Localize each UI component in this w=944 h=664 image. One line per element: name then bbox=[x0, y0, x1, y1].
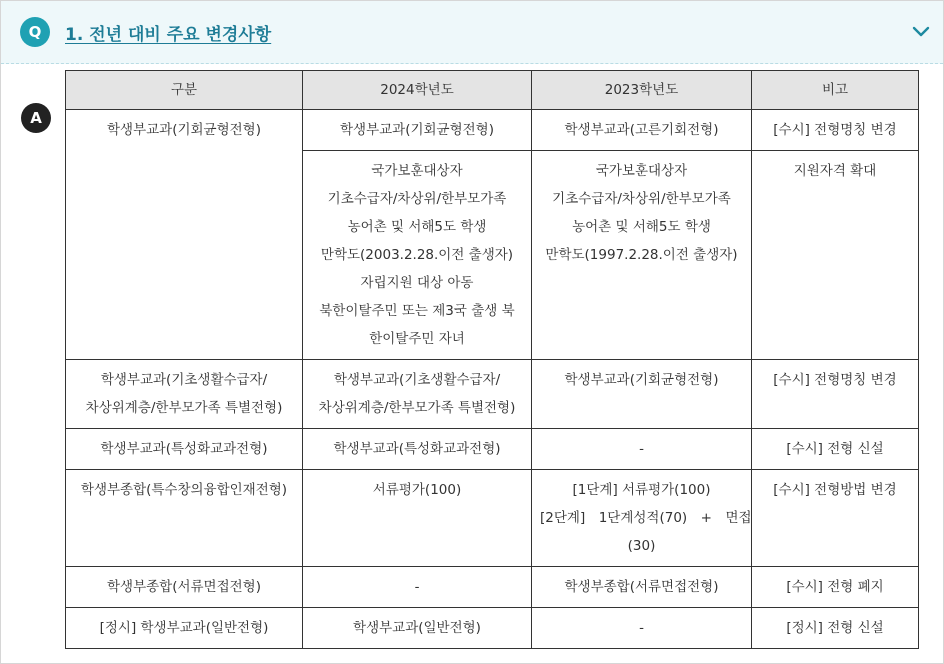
cell-note bbox=[752, 429, 919, 470]
cell-2023 bbox=[532, 567, 752, 608]
cell-line: 농어촌 및 서해5도 학생 bbox=[572, 219, 711, 235]
cell-note bbox=[752, 470, 919, 567]
cell-line: 기초수급자/차상위/한부모가족 bbox=[552, 191, 731, 207]
question-title[interactable]: 1. 전년 대비 주요 변경사항 bbox=[65, 25, 272, 45]
chevron-down-icon[interactable] bbox=[908, 21, 934, 43]
cell-line: [수시] 전형명칭 변경 bbox=[773, 372, 897, 388]
header-note: 비고 bbox=[752, 71, 919, 110]
cell-line: 차상위계층/한부모가족 특별전형) bbox=[85, 400, 283, 416]
cell-line: 학생부교과(기초생활수급자/ bbox=[100, 372, 268, 388]
table-row bbox=[66, 567, 919, 608]
cell-line: [정시] 전형 신설 bbox=[786, 620, 884, 636]
cell-category bbox=[66, 360, 303, 429]
cell-line: [수시] 전형명칭 변경 bbox=[773, 122, 897, 138]
cell-line: 만학도(1997.2.28.이전 출생자) bbox=[545, 247, 738, 263]
question-badge: Q bbox=[20, 17, 50, 47]
cell-note bbox=[752, 608, 919, 649]
cell-line: 국가보훈대상자 bbox=[595, 163, 688, 179]
cell-line: 학생부교과(기회균형전형) bbox=[340, 122, 494, 138]
cell-note bbox=[752, 567, 919, 608]
cell-note bbox=[752, 151, 919, 360]
cell-line: 만학도(2003.2.28.이전 출생자) bbox=[320, 247, 514, 263]
cell-2023 bbox=[532, 360, 752, 429]
cell-category bbox=[66, 110, 303, 360]
cell-line: [수시] 전형 폐지 bbox=[786, 579, 884, 595]
header-category: 구분 bbox=[66, 71, 303, 110]
table-header-row bbox=[66, 71, 919, 110]
cell-2024 bbox=[303, 608, 532, 649]
cell-line: (30) bbox=[627, 538, 656, 554]
cell-line: 학생부교과(기회균형전형) bbox=[564, 372, 719, 388]
cell-line: 차상위계층/한부모가족 특별전형) bbox=[318, 400, 516, 416]
table-row bbox=[66, 360, 919, 429]
cell-category bbox=[66, 429, 303, 470]
cell-line: 학생부종합(특수창의융합인재전형) bbox=[80, 482, 288, 498]
cell-line: 학생부교과(기초생활수급자/ bbox=[333, 372, 501, 388]
cell-2024 bbox=[303, 567, 532, 608]
cell-line: [수시] 전형 신설 bbox=[786, 441, 884, 457]
cell-category bbox=[66, 470, 303, 567]
header-2024: 2024학년도 bbox=[303, 71, 532, 110]
cell-2024 bbox=[303, 110, 532, 151]
cell-2023 bbox=[532, 110, 752, 151]
cell-line: 학생부교과(특성화교과전형) bbox=[333, 441, 501, 457]
cell-line: 학생부교과(특성화교과전형) bbox=[100, 441, 268, 457]
cell-line: 서류평가(100) bbox=[372, 482, 462, 498]
cell-2023 bbox=[532, 608, 752, 649]
header-2023: 2023학년도 bbox=[532, 71, 752, 110]
cell-line: [1단계] 서류평가(100) bbox=[572, 482, 711, 498]
cell-line: 국가보훈대상자 bbox=[371, 163, 463, 179]
table-row bbox=[66, 429, 919, 470]
table-row bbox=[66, 608, 919, 649]
cell-2024 bbox=[303, 360, 532, 429]
cell-2024 bbox=[303, 151, 532, 360]
table-row bbox=[66, 470, 919, 567]
cell-category bbox=[66, 567, 303, 608]
cell-line: 학생부종합(서류면접전형) bbox=[107, 579, 261, 595]
answer-badge: A bbox=[21, 103, 51, 133]
cell-2024 bbox=[303, 429, 532, 470]
question-header[interactable] bbox=[1, 1, 943, 64]
cell-line: 지원자격 확대 bbox=[793, 163, 877, 179]
cell-line: 기초수급자/차상위/한부모가족 bbox=[327, 191, 507, 207]
cell-line: 학생부종합(서류면접전형) bbox=[564, 579, 719, 595]
cell-line: 농어촌 및 서해5도 학생 bbox=[347, 219, 487, 235]
cell-line: 자립지원 대상 아동 bbox=[360, 275, 474, 291]
cell-line: 학생부교과(일반전형) bbox=[353, 620, 481, 636]
cell-line: - bbox=[639, 441, 644, 457]
changes-table bbox=[65, 70, 919, 649]
cell-line: [정시] 학생부교과(일반전형) bbox=[99, 620, 269, 636]
cell-line: [2단계] 1단계성적(70) + 면접 bbox=[540, 510, 752, 526]
cell-line: - bbox=[414, 579, 420, 595]
cell-line: 한이탈주민 자녀 bbox=[369, 331, 465, 347]
table-row bbox=[66, 110, 919, 151]
cell-category bbox=[66, 608, 303, 649]
cell-2023 bbox=[532, 470, 752, 567]
cell-note bbox=[752, 110, 919, 151]
cell-line: 학생부교과(고른기회전형) bbox=[564, 122, 719, 138]
cell-line: 북한이탈주민 또는 제3국 출생 북 bbox=[319, 303, 515, 319]
cell-2023 bbox=[532, 429, 752, 470]
cell-line: [수시] 전형방법 변경 bbox=[773, 482, 897, 498]
cell-2023 bbox=[532, 151, 752, 360]
cell-line: 학생부교과(기회균형전형) bbox=[107, 122, 261, 138]
cell-note bbox=[752, 360, 919, 429]
cell-line: - bbox=[639, 620, 644, 636]
cell-2024 bbox=[303, 470, 532, 567]
